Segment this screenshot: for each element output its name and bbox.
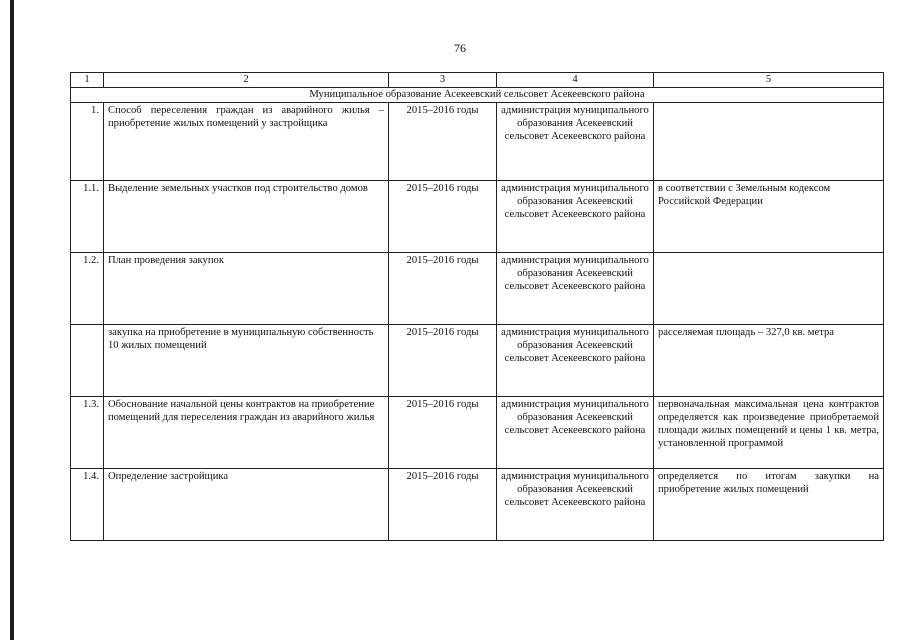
section-title: Муниципальное образование Асекеевский сельсовет Асекеевского района (71, 88, 884, 103)
row-period: 2015–2016 годы (389, 253, 497, 325)
page-number: 76 (454, 41, 466, 55)
section-row (71, 88, 884, 103)
row-note (654, 103, 884, 181)
row-activity: План проведения закупок (104, 253, 389, 325)
table-row (71, 397, 884, 469)
table-row (71, 325, 884, 397)
row-note: определяется по итогам закупки на приобретение жилых помещений (654, 469, 884, 541)
row-activity: Определение застройщика (104, 469, 389, 541)
column-header-1: 1 (71, 73, 104, 88)
table-row (71, 181, 884, 253)
row-executor: администрация муниципального образования Асекеевский сельсовет Асекеевского района (497, 325, 654, 397)
row-note: расселяемая площадь – 327,0 кв. метра (654, 325, 884, 397)
row-period: 2015–2016 годы (389, 325, 497, 397)
row-period: 2015–2016 годы (389, 469, 497, 541)
column-number-row (71, 73, 884, 88)
row-number: 1.3. (71, 397, 104, 469)
row-note (654, 253, 884, 325)
table-row (71, 469, 884, 541)
row-executor: администрация муниципального образования Асекеевский сельсовет Асекеевского района (497, 469, 654, 541)
row-activity: Выделение земельных участков под строительство домов (104, 181, 389, 253)
column-header-3: 3 (389, 73, 497, 88)
column-header-2: 2 (104, 73, 389, 88)
table-row (71, 253, 884, 325)
row-period: 2015–2016 годы (389, 181, 497, 253)
resettlement-plan-table (70, 72, 884, 541)
row-number: 1.2. (71, 253, 104, 325)
page-margin-line (10, 0, 14, 640)
row-period: 2015–2016 годы (389, 397, 497, 469)
table-row (71, 103, 884, 181)
row-number: 1.4. (71, 469, 104, 541)
row-note: первоначальная максимальная цена контрактов определяется как произведение приобретаемой площади жилых помещений и цены 1 кв. метра, установленной программой (654, 397, 884, 469)
row-note: в соответствии с Земельным кодексом Российской Федерации (654, 181, 884, 253)
row-activity: закупка на приобретение в муниципальную собственность 10 жилых помещений (104, 325, 389, 397)
row-number: 1.1. (71, 181, 104, 253)
row-executor: администрация муниципального образования Асекеевский сельсовет Асекеевского района (497, 253, 654, 325)
column-header-4: 4 (497, 73, 654, 88)
row-activity: Обоснование начальной цены контрактов на приобретение помещений для переселения граждан из аварийного жилья (104, 397, 389, 469)
row-period: 2015–2016 годы (389, 103, 497, 181)
row-executor: администрация муниципального образования Асекеевский сельсовет Асекеевского района (497, 181, 654, 253)
row-activity: Способ переселения граждан из аварийного жилья – приобретение жилых помещений у застройщика (104, 103, 389, 181)
row-executor: администрация муниципального образования Асекеевский сельсовет Асекеевского района (497, 103, 654, 181)
row-executor: администрация муниципального образования Асекеевский сельсовет Асекеевского района (497, 397, 654, 469)
column-header-5: 5 (654, 73, 884, 88)
row-number: 1. (71, 103, 104, 181)
row-number (71, 325, 104, 397)
